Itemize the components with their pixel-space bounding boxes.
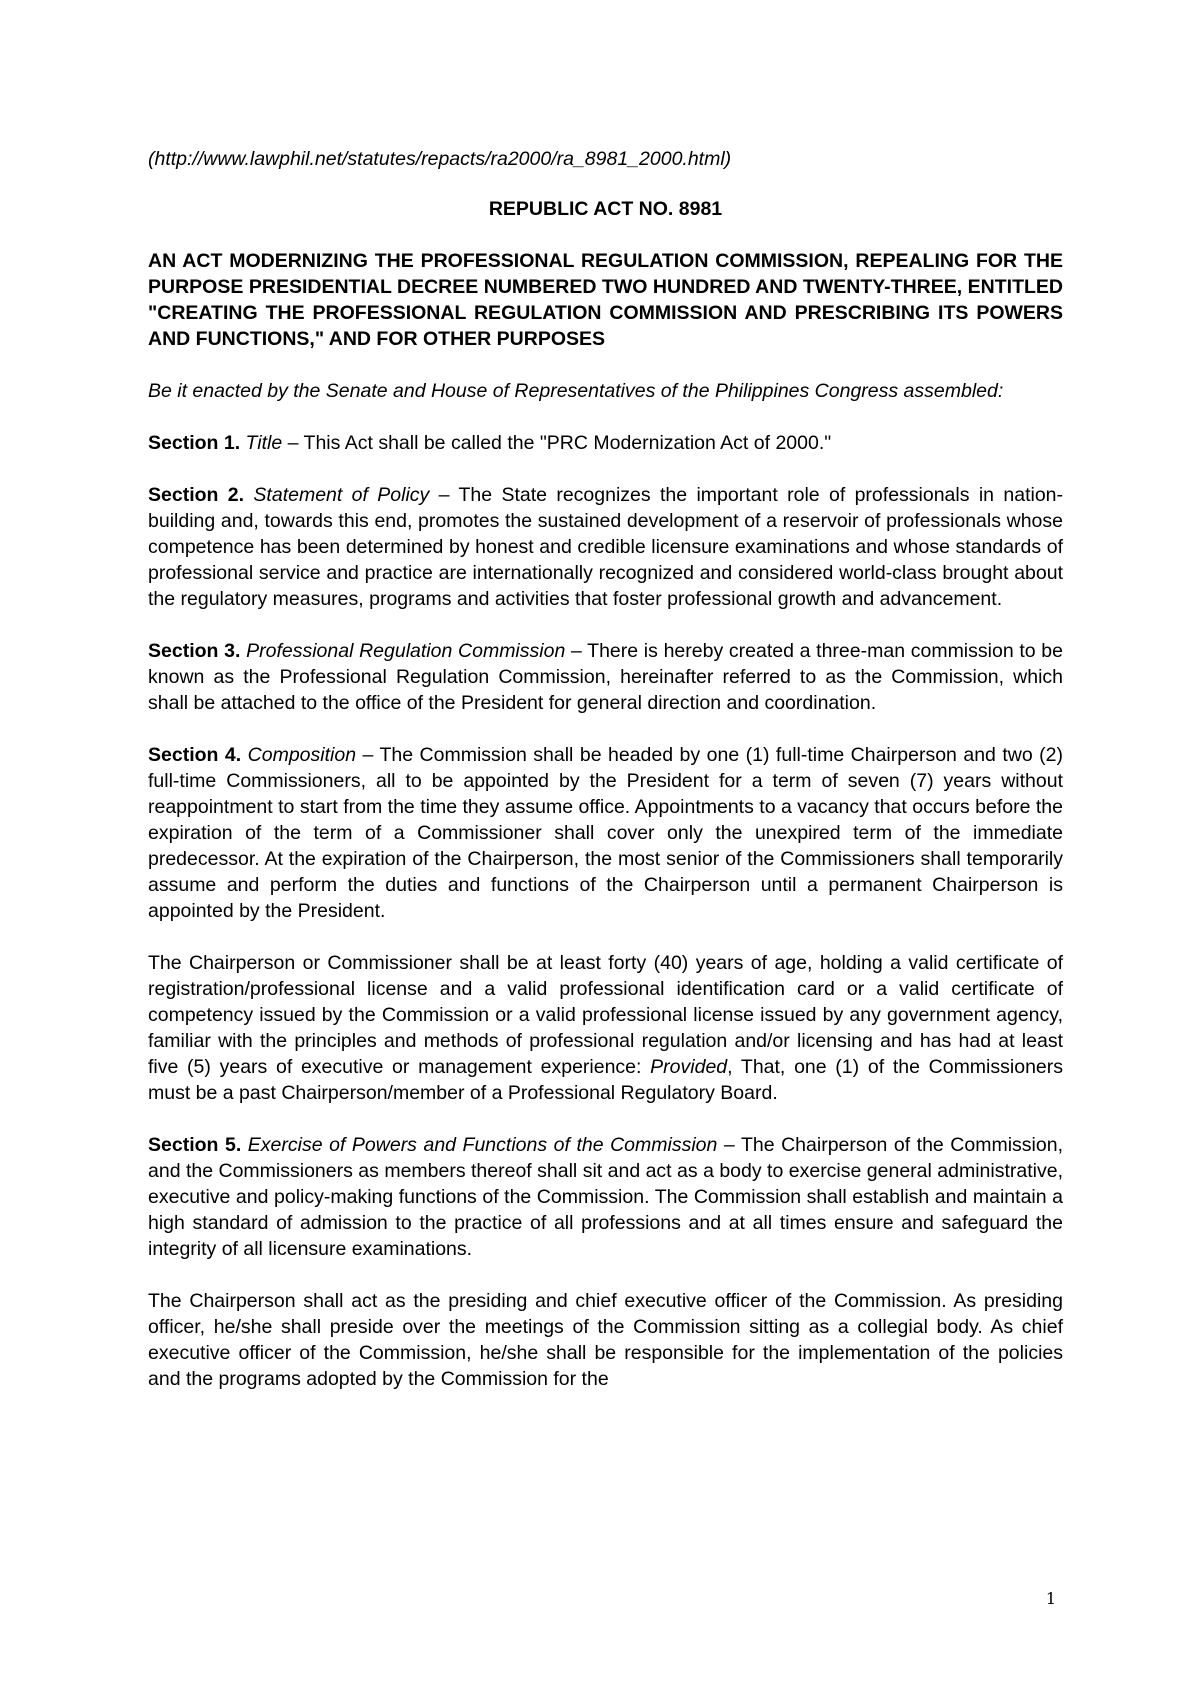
act-title: AN ACT MODERNIZING THE PROFESSIONAL REGULATION COMMISSION, REPEALING FOR THE PURPOSE PRESIDENTIAL DECREE NUMBERED TWO HUNDRED AND TWENTY-THREE, ENTITLED "CREATING THE PROFESSIONAL REGULATION COMMISSION AND PRESCRIBING ITS POWERS AND FUNCTIONS," AND FOR OTHER PURPOSES [148,250,1063,350]
provided-emphasis: Provided [650,1056,728,1078]
act-number: REPUBLIC ACT NO. 8981 [488,198,723,220]
section-body: – There is hereby created a three-man commission to be known as the Professional Regulation Commission, hereinafter referred to as the Commission, which shall be attached to the office of the President for general direction and coordination. [148,640,1063,714]
document-body [148,146,1063,1418]
paragraph-text: , That, one (1) of the Commissioners must be a past Chairperson/member of a Professional Regulatory Board. [148,1056,1063,1104]
section-3 [148,638,1063,716]
section-body: – This Act shall be called the "PRC Modernization Act of 2000." [282,432,832,454]
section-heading: Exercise of Powers and Functions of the Commission [247,1134,718,1156]
section-label: Section 5. [148,1134,242,1156]
section-2 [148,482,1063,612]
paragraph-text: The Chairperson or Commissioner shall be at least forty (40) years of age, holding a valid certificate of registration/professional license and a valid professional identification card or a valid certificate of competency issued by the Commission or a valid professional license issued by any government agency, familiar with the principles and methods of professional regulation and/or licensing and has had at least five (5) years of executive or management experience: [148,952,1063,1078]
section-4 [148,742,1063,924]
section-heading: Title [245,432,283,454]
section-label: Section 2. [148,484,245,506]
page-number: 1 [1045,1589,1056,1608]
section-1 [148,430,1063,456]
source-url: (http://www.lawphil.net/statutes/repacts/ra2000/ra_8981_2000.html) [148,148,732,170]
section-label: Section 1. [148,432,241,454]
section-heading: Statement of Policy [253,484,430,506]
section-heading: Composition [247,744,357,766]
section-4-paragraph-2 [148,950,1063,1106]
enacting-clause: Be it enacted by the Senate and House of Representatives of the Philippines Congress assembled: [148,380,1004,402]
section-label: Section 3. [148,640,241,662]
section-body: – The Chairperson of the Commission, and the Commissioners as members thereof shall sit and act as a body to exercise general administrative, executive and policy-making functions of the Commission. The Commission shall establish and maintain a high standard of admission to the practice of all professions and at all times ensure and safeguard the integrity of all licensure examinations. [148,1134,1063,1260]
section-5-paragraph-2: The Chairperson shall act as the presiding and chief executive officer of the Commission. As presiding officer, he/she shall preside over the meetings of the Commission sitting as a collegial body. As chief executive officer of the Commission, he/she shall be responsible for the implementation of the policies and the programs adopted by the Commission for the [148,1290,1063,1390]
section-heading: Professional Regulation Commission [246,640,566,662]
section-body: – The Commission shall be headed by one (1) full-time Chairperson and two (2) full-time Commissioners, all to be appointed by the President for a term of seven (7) years without reappointment to start from the time they assume office. Appointments to a vacancy that occurs before the expiration of the term of a Commissioner shall cover only the unexpired term of the immediate predecessor. At the expiration of the Chairperson, the most senior of the Commissioners shall temporarily assume and perform the duties and functions of the Chairperson until a permanent Chairperson is appointed by the President. [148,744,1064,922]
section-body: – The State recognizes the important role of professionals in nation-building and, towards this end, promotes the sustained development of a reservoir of professionals whose competence has been determined by honest and credible licensure examinations and whose standards of professional service and practice are internationally recognized and considered world-class brought about the regulatory measures, programs and activities that foster professional growth and advancement. [148,484,1063,610]
section-label: Section 4. [148,744,242,766]
section-5 [148,1132,1063,1262]
